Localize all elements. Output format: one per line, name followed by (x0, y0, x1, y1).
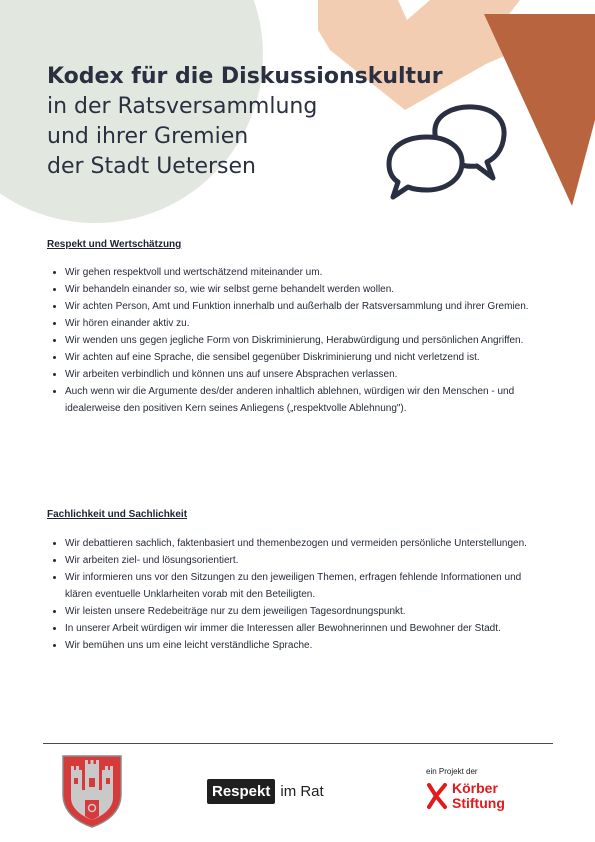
title-line: und ihrer Gremien (47, 124, 249, 149)
respekt-logo-box: Respekt (207, 779, 275, 804)
koerber-stiftung-logo (426, 781, 505, 811)
list-item: Wir arbeiten verbindlich und können uns auf unsere Absprachen verlassen. (48, 366, 548, 383)
list-item: Wir achten Person, Amt und Funktion innerhalb und außerhalb der Ratsversammlung und ihrer Gremien. (48, 298, 548, 315)
koerber-k-icon (426, 783, 448, 809)
respekt-logo-text: im Rat (280, 782, 324, 800)
list-item: Wir achten auf eine Sprache, die sensibel gegenüber Diskriminierung und nicht verletzend ist. (48, 349, 548, 366)
list-item: In unserer Arbeit würdigen wir immer die Interessen aller Bewohnerinnen und Bewohner der Stadt. (48, 620, 548, 637)
title-line: der Stadt Uetersen (47, 154, 256, 179)
section-heading-fachlichkeit: Fachlichkeit und Sachlichkeit (47, 509, 188, 520)
list-item: Wir wenden uns gegen jegliche Form von Diskriminierung, Herabwürdigung und persönlichen Angriffen. (48, 332, 548, 349)
koerber-line1: Körber (452, 780, 498, 796)
list-item: Auch wenn wir die Argumente des/der anderen inhaltlich ablehnen, würdigen wir den Menschen - und idealerweise den positiven Kern seines Anliegens („respektvolle Ablehnung"). (48, 383, 548, 417)
projekt-label: ein Projekt der (426, 767, 478, 776)
list-item: Wir arbeiten ziel- und lösungsorientiert. (48, 552, 548, 569)
section-heading-respekt: Respekt und Wertschätzung (47, 239, 182, 250)
list-item: Wir hören einander aktiv zu. (48, 315, 548, 332)
list-item: Wir leisten unsere Redebeiträge nur zu dem jeweiligen Tagesordnungspunkt. (48, 603, 548, 620)
koerber-wordmark (452, 781, 505, 811)
speech-bubbles-icon (383, 100, 508, 205)
fachlichkeit-list (48, 535, 548, 654)
list-item: Wir debattieren sachlich, faktenbasiert und themenbezogen und vermeiden persönliche Unterstellungen. (48, 535, 548, 552)
koerber-line2: Stiftung (452, 795, 505, 811)
uetersen-crest-icon (61, 754, 123, 828)
title-line: in der Ratsversammlung (47, 94, 318, 119)
list-item: Wir gehen respektvoll und wertschätzend miteinander um. (48, 264, 548, 281)
footer-divider (43, 743, 553, 744)
title-line: Kodex für die Diskussionskultur (47, 64, 443, 89)
list-item: Wir bemühen uns um eine leicht verständliche Sprache. (48, 637, 548, 654)
list-item: Wir behandeln einander so, wie wir selbst gerne behandelt werden wollen. (48, 281, 548, 298)
respekt-list (48, 264, 548, 417)
respekt-im-rat-logo (207, 778, 324, 804)
list-item: Wir informieren uns vor den Sitzungen zu den jeweiligen Themen, erfragen fehlende Informationen und klären eventuelle Unklarheiten vorab mit den Beteiligten. (48, 569, 548, 603)
